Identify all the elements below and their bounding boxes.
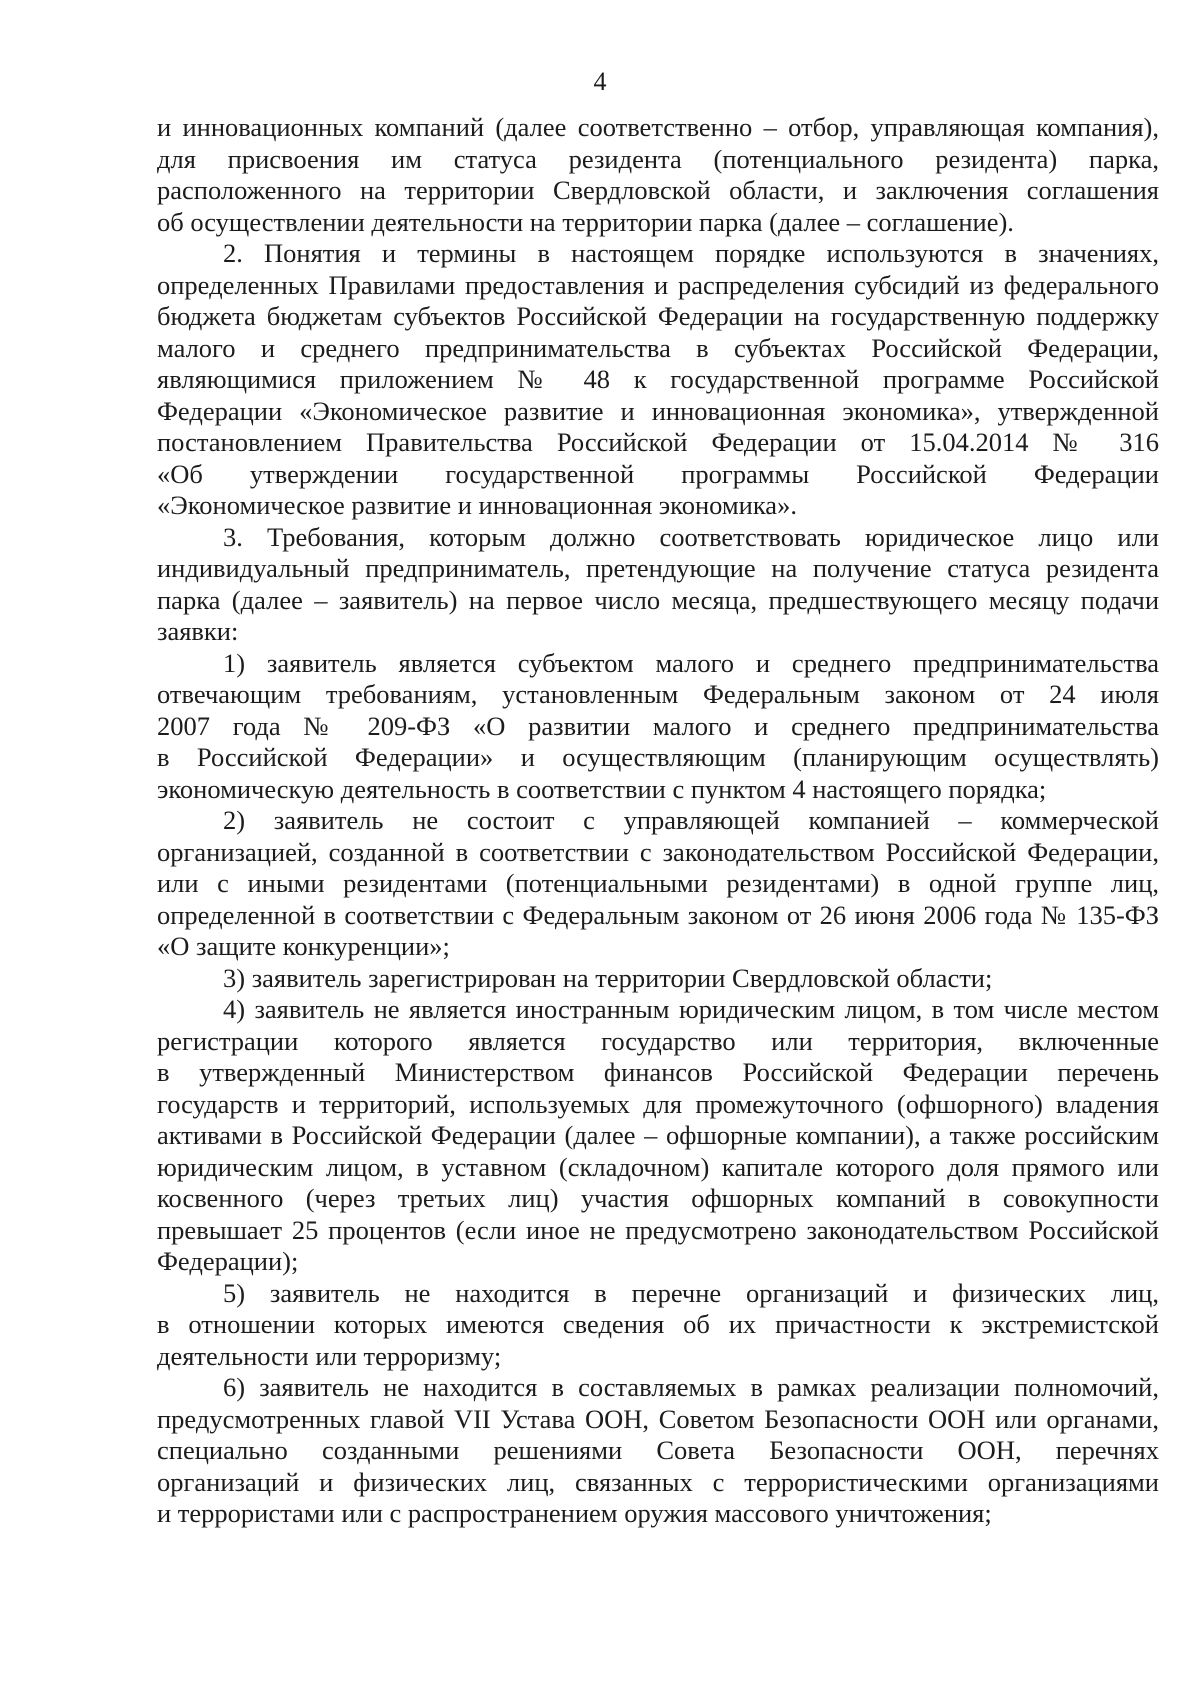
text-line: превышает 25 процентов (если иное не предусмотрено законодательством Российской [157,1214,1159,1245]
text-line: 3) заявитель зарегистрирован на территории Свердловской области; [223,962,993,993]
text-line: 2007 года № 209-ФЗ «О развитии малого и среднего предпринимательства [157,710,1159,741]
text-line: деятельности или терроризму; [157,1340,502,1371]
text-line: в Российской Федерации» и осуществляющим (планирующим осуществлять) [157,742,1159,772]
text-line: об осуществлении деятельности на территории парка (далее – соглашение). [157,206,1014,237]
text-line: парка (далее – заявитель) на первое число месяца, предшествующего месяцу подачи [157,584,1159,615]
text-line: или с иными резидентами (потенциальными резидентами) в одной группе лиц, [157,868,1159,898]
text-line: косвенного (через третьих лиц) участия офшорных компаний в совокупности [157,1183,1159,1213]
text-line: 3. Требования, которым должно соответствовать юридическое лицо или [223,521,1159,552]
text-line: государств и территорий, используемых для промежуточного (офшорного) владения [157,1088,1159,1119]
text-line: отвечающим требованиям, установленным Федеральным законом от 24 июля [157,679,1159,709]
text-line: 6) заявитель не находится в составляемых в рамках реализации полномочий, [223,1372,1159,1402]
text-line: расположенного на территории Свердловской области, и заключения соглашения [157,175,1159,205]
text-line: «Об утверждении государственной программы Российской Федерации [157,458,1159,489]
paragraph [157,1278,1159,1373]
paragraph [157,994,1159,1278]
text-line: «О защите конкуренции»; [157,931,450,961]
text-line: 5) заявитель не находится в перечне организаций и физических лиц, [223,1277,1159,1308]
text-line: определенной в соответствии с Федеральным законом от 26 июня 2006 года № 135-ФЗ [157,899,1159,930]
text-line: предусмотренных главой VII Устава ООН, Советом Безопасности ООН или органами, [157,1403,1159,1434]
paragraph [157,1372,1159,1530]
text-line: и террористами или с распространением оружия массового уничтожения; [157,1498,992,1528]
text-line: экономическую деятельность в соответствии с пунктом 4 настоящего порядка; [157,773,1047,804]
text-line: «Экономическое развитие и инновационная экономика». [157,490,797,520]
text-line: юридическим лицом, в уставном (складочном) капитале которого доля прямого или [157,1151,1159,1182]
text-line: малого и среднего предпринимательства в субъектах Российской Федерации, [157,332,1159,363]
text-line: организаций и физических лиц, связанных с террористическими организациями [157,1466,1159,1497]
text-line: специально созданными решениями Совета Безопасности ООН, перечнях [157,1435,1159,1465]
text-line: для присвоения им статуса резидента (потенциального резидента) парка, [157,143,1159,174]
text-line: определенных Правилами предоставления и распределения субсидий из федерального [157,269,1159,300]
page-number: 4 [593,67,607,96]
paragraph [157,112,1159,238]
text-line: индивидуальный предприниматель, претендующие на получение статуса резидента [157,553,1159,583]
text-line: 1) заявитель является субъектом малого и среднего предпринимательства [223,647,1159,678]
text-line: 2. Понятия и термины в настоящем порядке используются в значениях, [223,238,1159,268]
text-line: 4) заявитель не является иностранным юридическим лицом, в том числе местом [223,994,1159,1024]
document-body [157,112,1159,1530]
text-line: 2) заявитель не состоит с управляющей компанией – коммерческой [223,805,1159,835]
paragraph [157,238,1159,522]
text-line: организацией, созданной в соответствии с законодательством Российской Федерации, [157,836,1159,867]
text-line: постановлением Правительства Российской Федерации от 15.04.2014 № 316 [157,427,1159,457]
paragraph [157,522,1159,648]
text-line: Федерации); [157,1246,299,1276]
text-line: заявки: [157,616,239,646]
text-line: и инновационных компаний (далее соответственно – отбор, управляющая компания), [157,112,1159,142]
text-line: Федерации «Экономическое развитие и инновационная экономика», утвержденной [157,395,1159,426]
paragraph [157,963,1159,995]
text-line: активами в Российской Федерации (далее – офшорные компании), а также российским [157,1120,1159,1150]
text-line: являющимися приложением № 48 к государственной программе Российской [157,364,1159,394]
paragraph [157,648,1159,806]
text-line: в отношении которых имеются сведения об их причастности к экстремистской [157,1309,1159,1339]
text-line: бюджета бюджетам субъектов Российской Федерации на государственную поддержку [157,301,1159,331]
text-line: в утвержденный Министерством финансов Российской Федерации перечень [157,1057,1159,1087]
text-line: регистрации которого является государство или территория, включенные [157,1025,1159,1056]
paragraph [157,805,1159,963]
